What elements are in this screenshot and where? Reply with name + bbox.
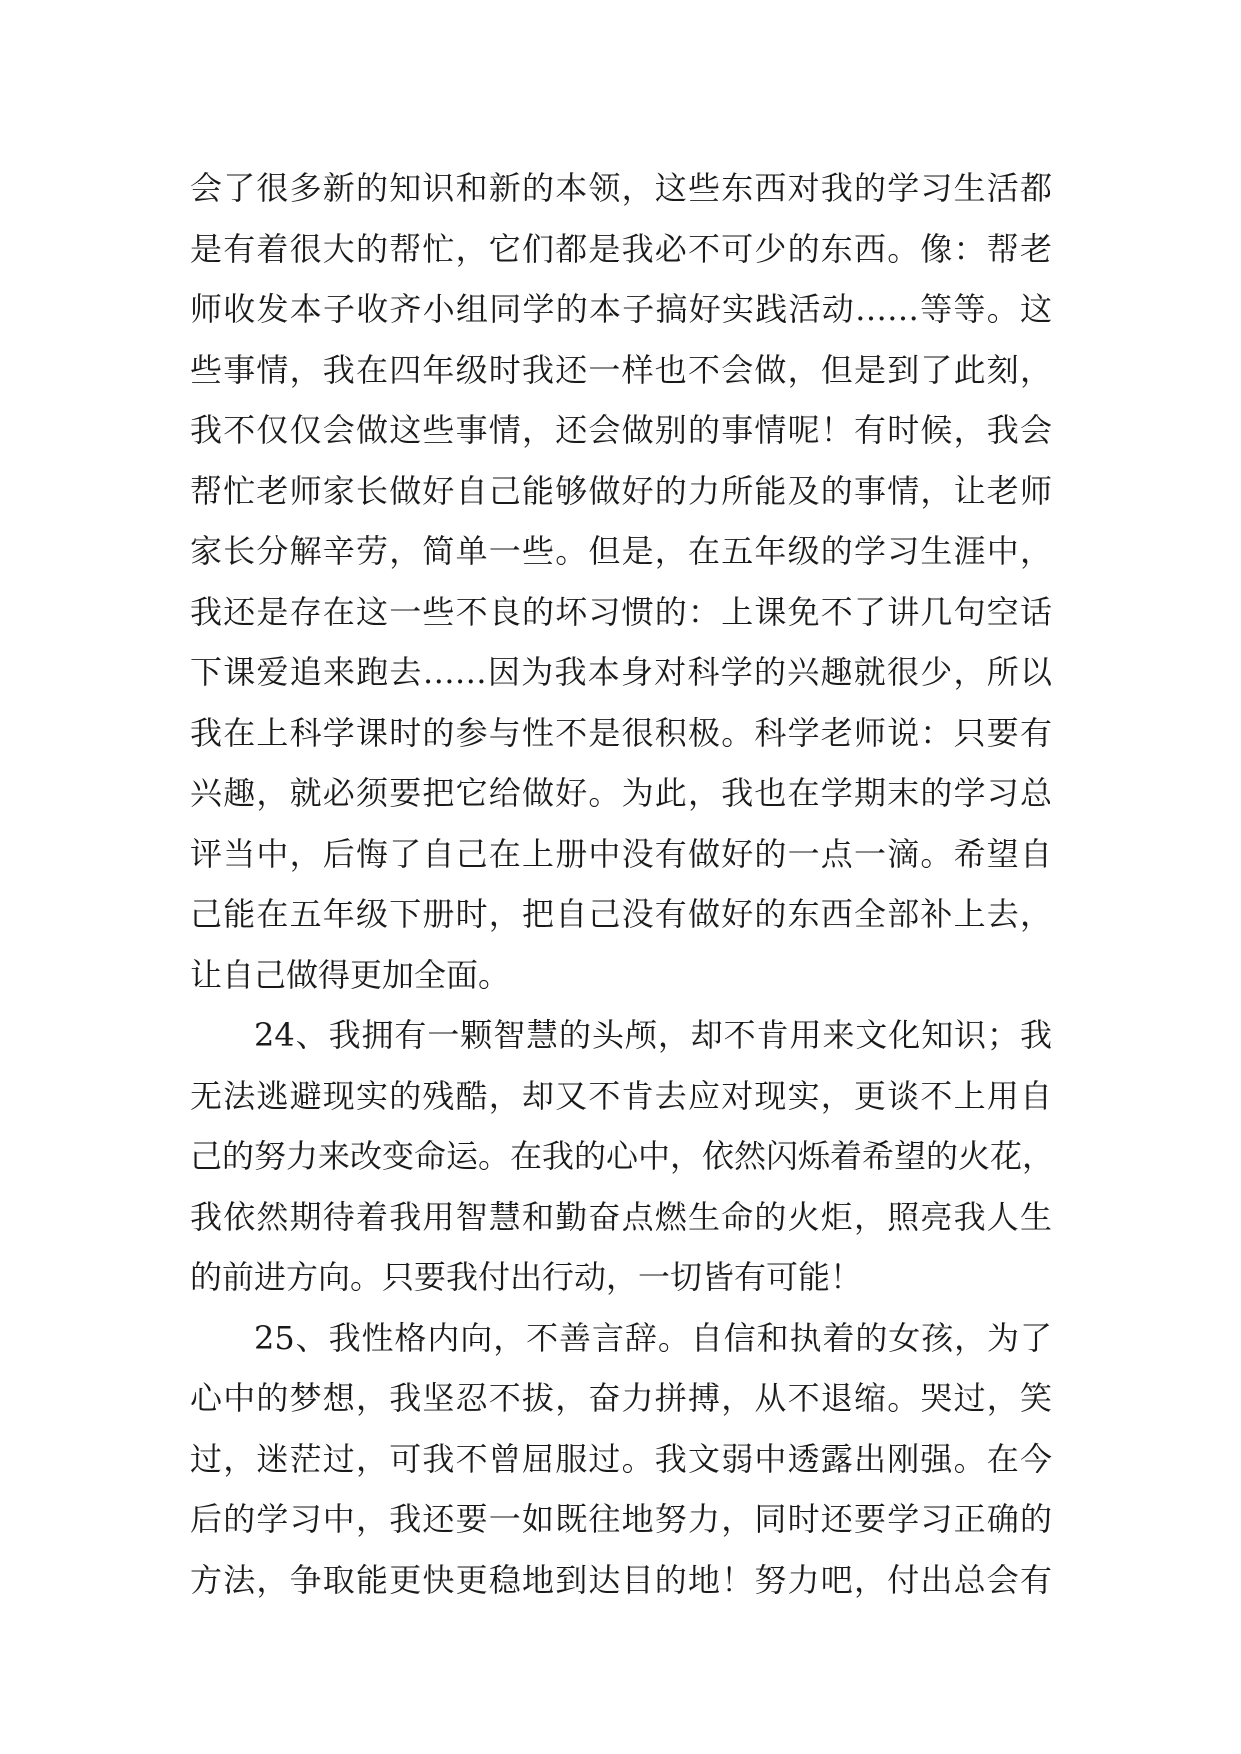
- text-line: 我在上科学课时的参与性不是很积极。科学老师说：只要有: [190, 713, 1052, 752]
- text-line: 会了很多新的知识和新的本领，这些东西对我的学习生活都: [190, 169, 1052, 207]
- text-line: 24、我拥有一颗智慧的头颅，却不肯用来文化知识；我: [254, 1016, 1052, 1054]
- text-line: 我依然期待着我用智慧和勤奋点燃生命的火炬，照亮我人生: [190, 1197, 1052, 1236]
- paragraph-1: [190, 158, 1052, 1005]
- paragraph-25: [190, 1308, 1052, 1611]
- text-line: 方法，争取能更快更稳地到达目的地！努力吧，付出总会有: [190, 1560, 1052, 1599]
- text-line: 下课爱追来跑去……因为我本身对科学的兴趣就很少，所以: [190, 653, 1052, 691]
- text-line: 是有着很大的帮忙，它们都是我必不可少的东西。像：帮老: [190, 229, 1052, 268]
- text-line: 己能在五年级下册时，把自己没有做好的东西全部补上去，: [190, 895, 1052, 933]
- text-line: 我还是存在这一些不良的坏习惯的：上课免不了讲几句空话: [190, 592, 1052, 631]
- text-line: 帮忙老师家长做好自己能够做好的力所能及的事情，让老师: [190, 471, 1052, 510]
- paragraph-24: [190, 1005, 1055, 1308]
- text-line: 家长分解辛劳，简单一些。但是，在五年级的学习生涯中，: [190, 532, 1052, 570]
- text-line: 兴趣，就必须要把它给做好。为此，我也在学期末的学习总: [190, 774, 1052, 812]
- text-line: 后的学习中，我还要一如既往地努力，同时还要学习正确的: [190, 1500, 1052, 1538]
- text-line: 师收发本子收齐小组同学的本子搞好实践活动……等等。这: [190, 290, 1052, 328]
- text-line: 的前进方向。只要我付出行动，一切皆有可能！: [190, 1258, 863, 1296]
- text-line: 25、我性格内向，不善言辞。自信和执着的女孩，为了: [254, 1318, 1052, 1357]
- text-line: 我不仅仅会做这些事情，还会做别的事情呢！有时候，我会: [190, 411, 1052, 449]
- text-line: 过，迷茫过，可我不曾屈服过。我文弱中透露出刚强。在今: [190, 1439, 1052, 1478]
- text-line: 心中的梦想，我坚忍不拔，奋力拼搏，从不退缩。哭过，笑: [190, 1379, 1052, 1417]
- text-line: 无法逃避现实的残酷，却又不肯去应对现实，更谈不上用自: [190, 1076, 1052, 1115]
- document-body: [190, 158, 1055, 1610]
- text-line: 评当中，后悔了自己在上册中没有做好的一点一滴。希望自: [190, 834, 1052, 873]
- text-line: 己的努力来改变命运。在我的心中，依然闪烁着希望的火花，: [190, 1137, 1055, 1175]
- text-line: 些事情，我在四年级时我还一样也不会做，但是到了此刻，: [190, 350, 1052, 389]
- text-line: 让自己做得更加全面。: [190, 955, 511, 994]
